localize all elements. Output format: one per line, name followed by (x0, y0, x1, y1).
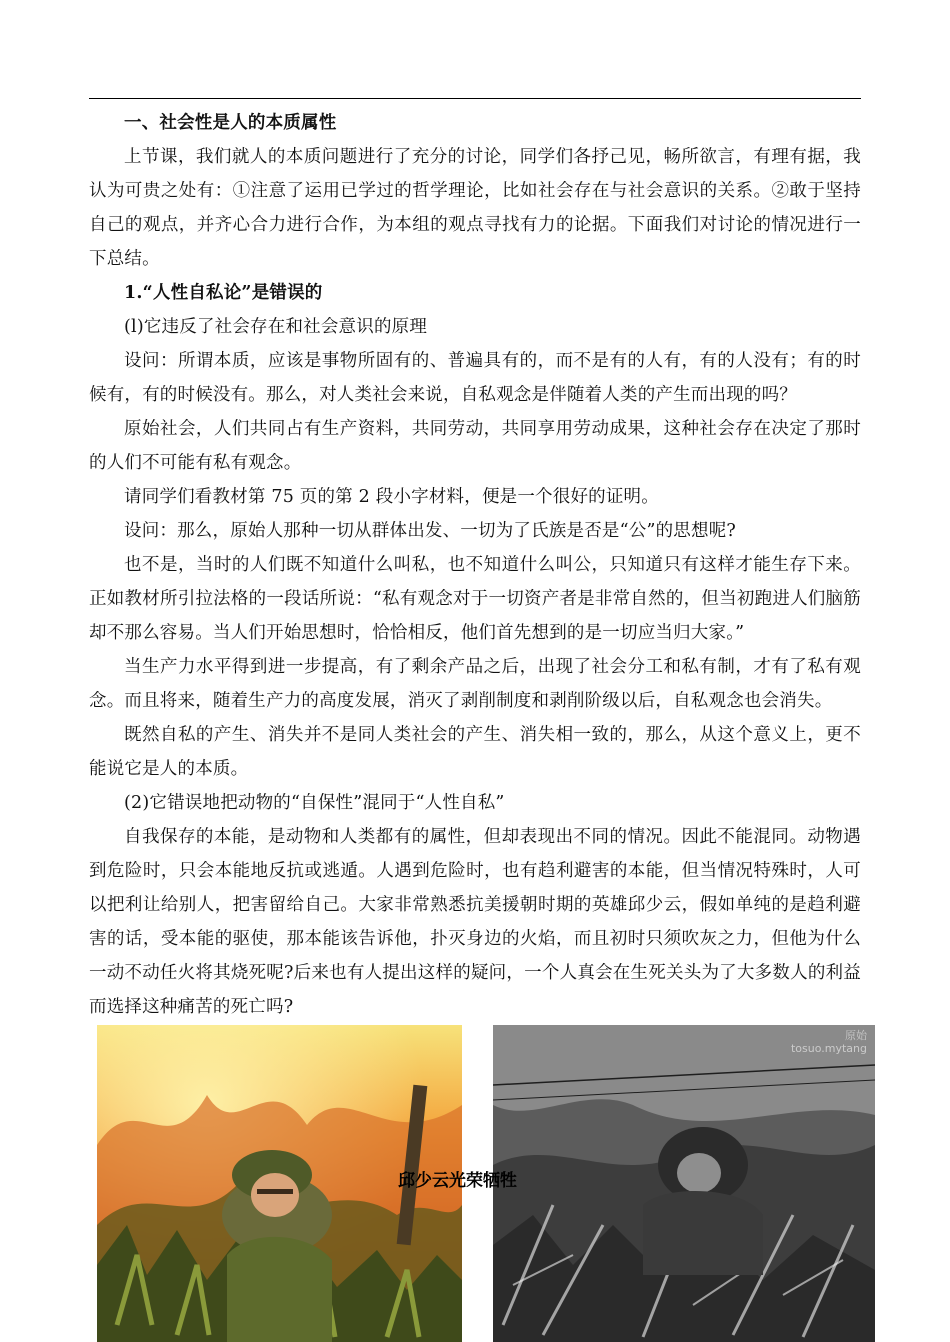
paragraph-2: (l)它违反了社会存在和社会意识的原理 (124, 317, 428, 337)
paragraph-9: 既然自私的产生、消失并不是同人类社会的产生、消失相一致的，那么，从这个意义上，更不能说它是人的本质。 (89, 725, 861, 779)
paragraph-0: 上节课，我们就人的本质问题进行了充分的讨论，同学们各抒己见，畅所欲言，有理有据，我认为可贵之处有：①注意了运用已学过的哲学理论，比如社会存在与社会意识的关系。②敢于坚持自己的观点，并齐心合力进行合作，为本组的观点寻找有力的论据。下面我们对讨论的情况进行一下总结。 (89, 147, 861, 269)
watermark-line-2: tosuo.mytang (790, 1042, 867, 1055)
figure-caption: 邱少云光荣牺牲 (398, 1171, 517, 1191)
document-body (89, 106, 861, 1024)
paragraph-4: 原始社会，人们共同占有生产资料，共同劳动，共同享用劳动成果，这种社会存在决定了那时的人们不可能有私有观念。 (89, 419, 861, 473)
paragraph-7: 也不是，当时的人们既不知道什么叫私，也不知道什么叫公，只知道只有这样才能生存下来。正如教材所引拉法格的一段话所说：“私有观念对于一切资产者是非常自然的，但当初跑进人们脑筋却不那么容易。当人们开始思想时，恰恰相反，他们首先想到的是一切应当归大家。” (89, 555, 861, 643)
image-watermark (791, 1029, 867, 1055)
paragraph-11: 自我保存的本能，是动物和人类都有的属性，但却表现出不同的情况。因此不能混同。动物遇到危险时，只会本能地反抗或逃遁。人遇到危险时，也有趋利避害的本能，但当情况特殊时，人可以把利让给别人，把害留给自己。大家非常熟悉抗美援朝时期的英雄邱少云，假如单纯的是趋利避害的话，受本能的驱使，那本能该告诉他，扑灭身边的火焰，而且初时只须吹灰之力，但他为什么一动不动任火将其烧死呢?后来也有人提出这样的疑问，一个人真会在生死关头为了大多数人的利益而选择这种痛苦的死亡吗? (89, 827, 861, 1017)
section-title: 一、社会性是人的本质属性 (124, 113, 337, 133)
paragraph-10: (2)它错误地把动物的“自保性”混同于“人性自私” (124, 793, 505, 813)
watermark-line-1: 原始 (845, 1029, 867, 1042)
header-rule (89, 98, 861, 99)
paragraph-3: 设问：所谓本质，应该是事物所固有的、普遍具有的，而不是有的人有，有的人没有；有的时候有，有的时候没有。那么，对人类社会来说，自私观念是伴随着人类的产生而出现的吗？ (89, 351, 861, 405)
paragraph-6: 设问：那么，原始人那种一切从群体出发、一切为了氏族是否是“公”的思想呢? (124, 521, 736, 541)
paragraph-5: 请同学们看教材第 75 页的第 2 段小字材料，便是一个很好的证明。 (124, 487, 659, 507)
paragraph-8: 当生产力水平得到进一步提高，有了剩余产品之后，出现了社会分工和私有制，才有了私有观念。而且将来，随着生产力的高度发展，消灭了剥削制度和剥削阶级以后，自私观念也会消失。 (89, 657, 861, 711)
subheading-1: 1.“人性自私论”是错误的 (124, 283, 323, 303)
painting-grayscale-illustration (493, 1025, 875, 1342)
photo-grayscale-soldier (493, 1025, 875, 1342)
